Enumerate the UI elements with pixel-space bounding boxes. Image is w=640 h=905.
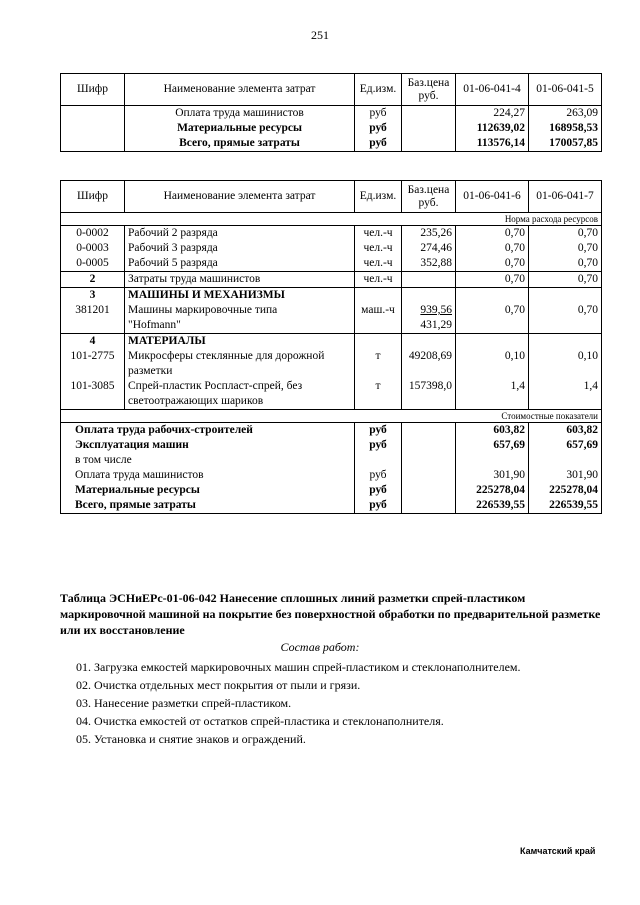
table-row: 101-2775 Микросферы стеклянные для дорожной разметки т 49208,69 0,10 0,10 [61,349,602,379]
total-row: Оплата труда рабочих-строителей руб 603,82 603,82 [61,423,602,439]
table-row: 381201 Машины маркировочные типа "Hofmann" маш.-ч 939,56 431,29 0,70 0,70 [61,303,602,334]
list-item: 02. Очистка отдельных мест покрытия от пыли и грязи. [76,678,361,692]
table-header [61,181,602,213]
section-row: 4 МАТЕРИАЛЫ [61,334,602,350]
table-row: 0-0003 Рабочий 3 разряда чел.-ч 274,46 0,70 0,70 [61,241,602,256]
header-cell: 01-06-041-7 [529,181,602,213]
header-cell: 01-06-041-6 [456,181,529,213]
cost-table-2 [60,180,602,514]
table-row: 0-0005 Рабочий 5 разряда чел.-ч 352,88 0,70 0,70 [61,256,602,272]
total-row: Материальные ресурсы руб 225278,04 225278,04 [61,483,602,498]
cost-table-1 [60,73,602,152]
page-number: 251 [311,28,329,42]
list-item: 05. Установка и снятие знаков и ограждений. [76,732,306,746]
table-header [61,74,602,106]
total-row: в том числе [61,453,602,468]
table-row: Оплата труда машинистов руб 224,27 263,09 [61,106,602,122]
region-footer: Камчатский край [520,846,596,856]
works-list [76,658,616,748]
works-heading: Состав работ: [280,640,360,654]
header-cell: 01-06-041-5 [529,74,602,106]
table-row: Материальные ресурсы руб 112639,02 168958,53 [61,121,602,136]
header-cell: Наименование элемента затрат [125,74,355,106]
header-cell: Баз.цена руб. [402,181,456,213]
list-item: 01. Загрузка емкостей маркировочных машин спрей-пластиком и стеклонаполнителем. [76,660,521,674]
header-cell: Ед.изм. [355,74,402,106]
header-cell: Наименование элемента затрат [125,181,355,213]
list-item: 04. Очистка емкостей от остатков спрей-пластика и стеклонаполнителя. [76,714,444,728]
table-caption: Таблица ЭСНиЕРс-01-06-042 Нанесение сплошных линий разметки спрей-пластиком маркировочной машиной на покрытие без поверхностной обработки по предварительной разметке или их восстановление [60,591,601,637]
total-row: Всего, прямые затраты руб 226539,55 226539,55 [61,498,602,514]
table-row: Всего, прямые затраты руб 113576,14 170057,85 [61,136,602,152]
header-cell: Ед.изм. [355,181,402,213]
header-cell: 01-06-041-4 [456,74,529,106]
table-row: 101-3085 Спрей-пластик Роспласт-спрей, без светоотражающих шариков т 157398,0 1,4 1,4 [61,379,602,410]
cost-label-row: Стоимостные показатели [61,410,602,423]
header-cell: Шифр [61,74,125,106]
header-cell: Баз.цена руб. [402,74,456,106]
total-row: Эксплуатация машин руб 657,69 657,69 [61,438,602,453]
total-row: Оплата труда машинистов руб 301,90 301,90 [61,468,602,483]
norm-label-row: Норма расхода ресурсов [61,213,602,226]
section-row: 3 МАШИНЫ И МЕХАНИЗМЫ [61,288,602,304]
table-row: 2 Затраты труда машинистов чел.-ч 0,70 0,70 [61,272,602,288]
header-cell: Шифр [61,181,125,213]
table-row: 0-0002 Рабочий 2 разряда чел.-ч 235,26 0,70 0,70 [61,226,602,242]
list-item: 03. Нанесение разметки спрей-пластиком. [76,696,292,710]
